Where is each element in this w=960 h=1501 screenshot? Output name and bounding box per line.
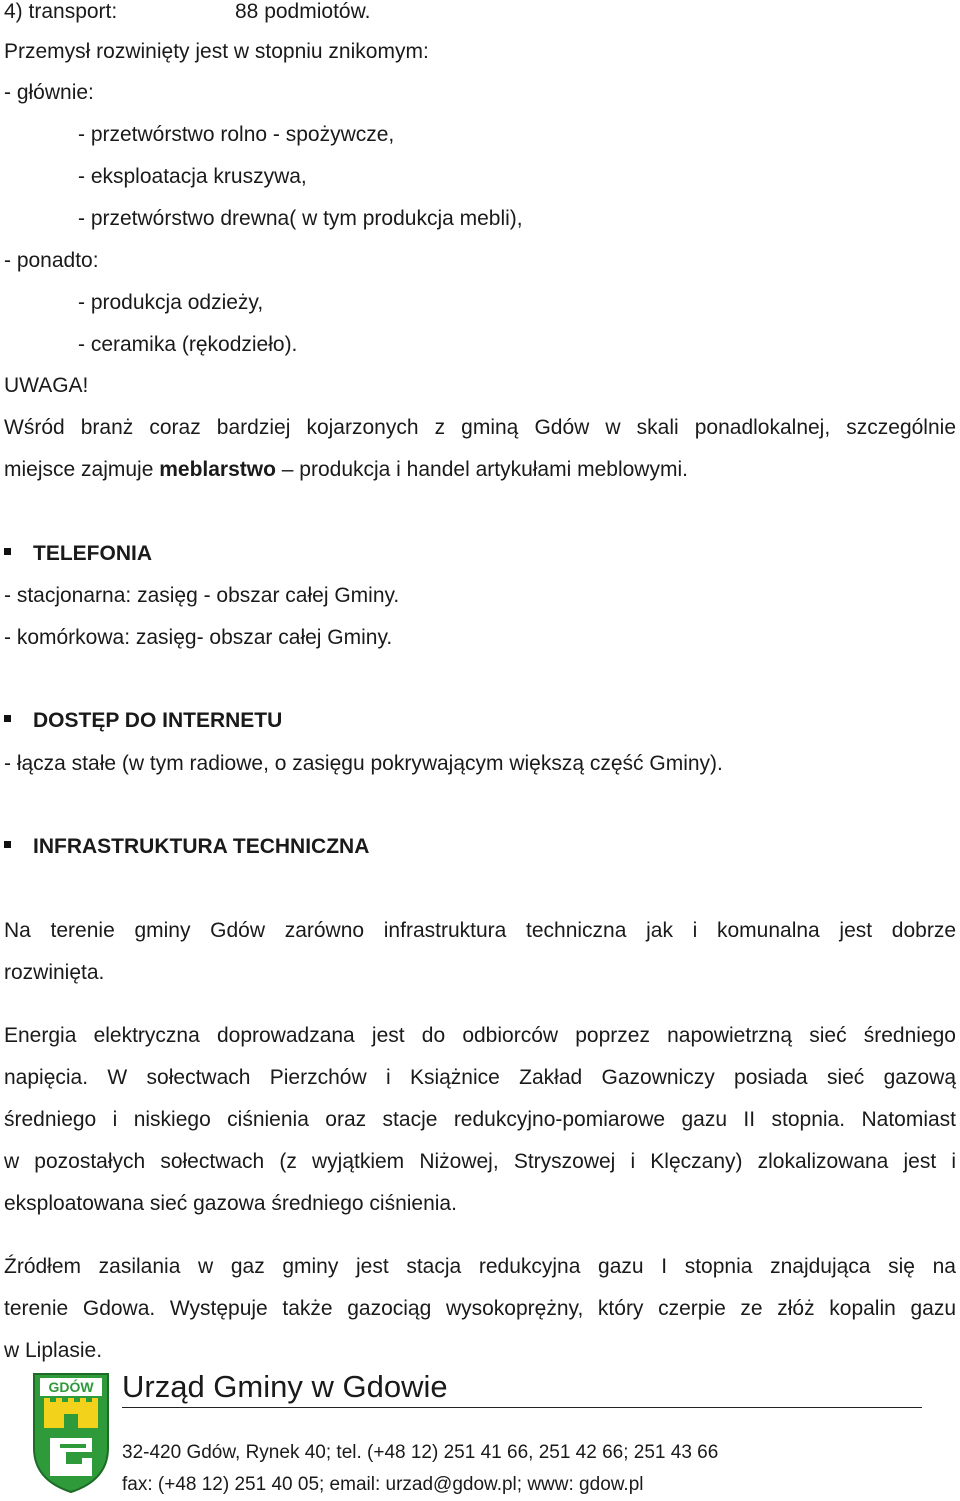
transport-label: 4) transport: (4, 0, 118, 23)
list-item: - ceramika (rękodzieło). (78, 333, 298, 356)
paragraph-line: terenie Gdowa. Występuje także gazociąg wysokoprężny, który czerpie ze złóż kopalin gazu (4, 1297, 956, 1320)
paragraph-line: Na terenie gminy Gdów zarówno infrastruktura techniczna jak i komunalna jest dobrze (4, 919, 956, 942)
highlight-text: meblarstwo (159, 458, 276, 481)
bullet-icon (4, 841, 11, 848)
paragraph-line: w pozostałych sołectwach (z wyjątkiem Niżowej, Stryszowej i Klęczany) zlokalizowana jest i (4, 1150, 956, 1173)
list-item: - przetwórstwo rolno - spożywcze, (78, 123, 395, 146)
industry-intro: Przemysł rozwinięty jest w stopniu znikomym: (4, 40, 429, 63)
address-line: 32-420 Gdów, Rynek 40; tel. (+48 12) 251 41 66, 251 42 66; 251 43 66 (122, 1442, 719, 1463)
bullet-icon (4, 715, 11, 722)
list-item: - stacjonarna: zasięg - obszar całej Gminy. (4, 584, 400, 607)
mainly-label: - głównie: (4, 81, 94, 104)
paragraph-line: miejsce zajmuje meblarstwo – produkcja i handel artykułami meblowymi. (4, 458, 688, 481)
note-label: UWAGA! (4, 374, 89, 397)
list-item: - łącza stałe (w tym radiowe, o zasięgu pokrywającym większą część Gminy). (4, 752, 723, 775)
paragraph-line: rozwinięta. (4, 961, 105, 984)
contact-line: fax: (+48 12) 251 40 05; email: urzad@gdow.pl; www: gdow.pl (122, 1474, 644, 1495)
list-item: - eksploatacja kruszywa, (78, 165, 307, 188)
list-item: - przetwórstwo drewna( w tym produkcja mebli), (78, 207, 523, 230)
paragraph-line: eksploatowana sieć gazowa średniego ciśnienia. (4, 1192, 457, 1215)
paragraph-line: w Liplasie. (4, 1339, 103, 1362)
paragraph-line: Wśród branż coraz bardziej kojarzonych z gminą Gdów w skali ponadlokalnej, szczególnie (4, 416, 956, 439)
gdow-coat-of-arms-logo (30, 1368, 112, 1494)
office-name: Urząd Gminy w Gdowie (122, 1369, 448, 1404)
section-heading-infrastructure: INFRASTRUKTURA TECHNICZNA (4, 833, 369, 861)
paragraph-line: napięcia. W sołectwach Pierzchów i Książnice Zakład Gazowniczy posiada sieć gazową (4, 1066, 956, 1089)
list-item: - produkcja odzieży, (78, 291, 264, 314)
logo-text: GDÓW (48, 1379, 94, 1395)
transport-line (4, 0, 371, 26)
moreover-label: - ponadto: (4, 249, 99, 272)
section-heading-telefonia: TELEFONIA (4, 540, 152, 568)
transport-value: 88 podmiotów. (235, 0, 371, 23)
list-item: - komórkowa: zasięg- obszar całej Gminy. (4, 626, 393, 649)
bullet-icon (4, 548, 11, 555)
section-heading-internet: DOSTĘP DO INTERNETU (4, 707, 282, 735)
letterhead-footer (0, 1364, 960, 1501)
divider (122, 1407, 922, 1408)
paragraph-line: Źródłem zasilania w gaz gminy jest stacja redukcyjna gazu I stopnia znajdująca się na (4, 1255, 956, 1278)
paragraph-line: średniego i niskiego ciśnienia oraz stacje redukcyjno-pomiarowe gazu II stopnia. Natomiast (4, 1108, 956, 1131)
paragraph-line: Energia elektryczna doprowadzana jest do odbiorców poprzez napowietrzną sieć średniego (4, 1024, 956, 1047)
